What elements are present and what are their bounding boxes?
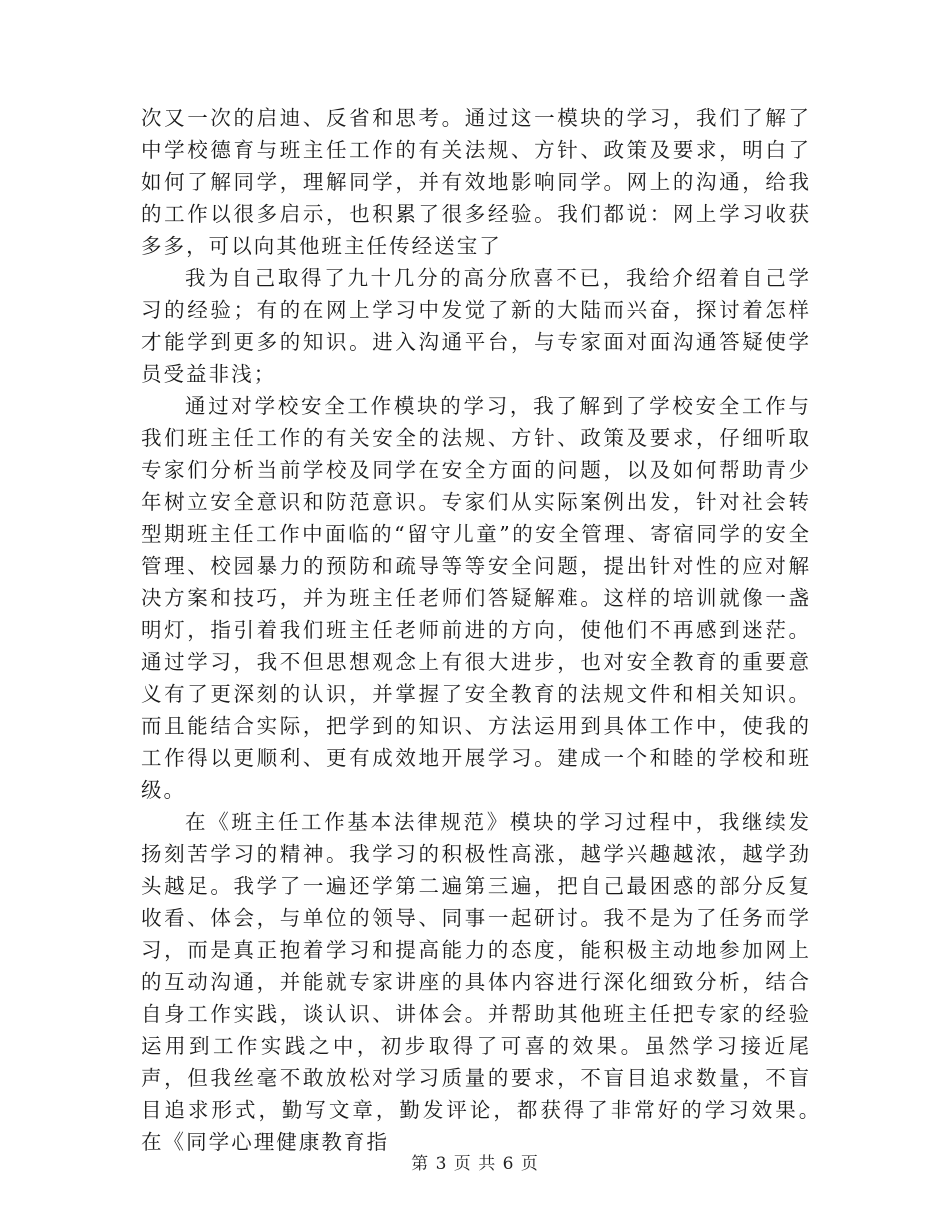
paragraph-1: 次又一次的启迪、反省和思考。通过这一模块的学习，我们了解了中学校德育与班主任工作的有关法规、方针、政策及要求，明白了如何了解同学，理解同学，并有效地影响同学。网上的沟通，给我的工作以很多启示，也积累了很多经验。我们都说：网上学习收获多多，可以向其他班主任传经送宝了: [141, 106, 811, 258]
page-number-footer: 第 3 页 共 6 页: [411, 1154, 539, 1174]
paragraph-3: 通过对学校安全工作模块的学习，我了解到了学校安全工作与我们班主任工作的有关安全的法规、方针、政策及要求，仔细听取专家们分析当前学校及同学在安全方面的问题，以及如何帮助青少年树立安全意识和防范意识。专家们从实际案例出发，针对社会转型期班主任工作中面临的“留守儿童”的安全管理、寄宿同学的安全管理、校园暴力的预防和疏导等等安全问题，提出针对性的应对解决方案和技巧，并为班主任老师们答疑解难。这样的培训就像一盏明灯，指引着我们班主任老师前进的方向，使他们不再感到迷茫。通过学习，我不但思想观念上有很大进步，也对安全教育的重要意义有了更深刻的认识，并掌握了安全教育的法规文件和相关知识。而且能结合实际，把学到的知识、方法运用到具体工作中，使我的工作得以更顺利、更有成效地开展学习。建成一个和睦的学校和班级。: [141, 394, 811, 802]
paragraph-2: 我为自己取得了九十几分的高分欣喜不已，我给介绍着自己学习的经验；有的在网上学习中发觉了新的大陆而兴奋，探讨着怎样才能学到更多的知识。进入沟通平台，与专家面对面沟通答疑使学员受益非浅；: [141, 266, 811, 386]
paragraph-4: 在《班主任工作基本法律规范》模块的学习过程中，我继续发扬刻苦学习的精神。我学习的积极性高涨，越学兴趣越浓，越学劲头越足。我学了一遍还学第二遍第三遍，把自己最困惑的部分反复收看、体会，与单位的领导、同事一起研讨。我不是为了任务而学习，而是真正抱着学习和提高能力的态度，能积极主动地参加网上的互动沟通，并能就专家讲座的具体内容进行深化细致分析，结合自身工作实践，谈认识、讲体会。并帮助其他班主任把专家的经验运用到工作实践之中，初步取得了可喜的效果。虽然学习接近尾声，但我丝毫不敢放松对学习质量的要求，不盲目追求数量，不盲目追求形式，勤写文章，勤发评论，都获得了非常好的学习效果。 在《同学心理健康教育指: [141, 810, 834, 1154]
document-body: [141, 102, 834, 1158]
